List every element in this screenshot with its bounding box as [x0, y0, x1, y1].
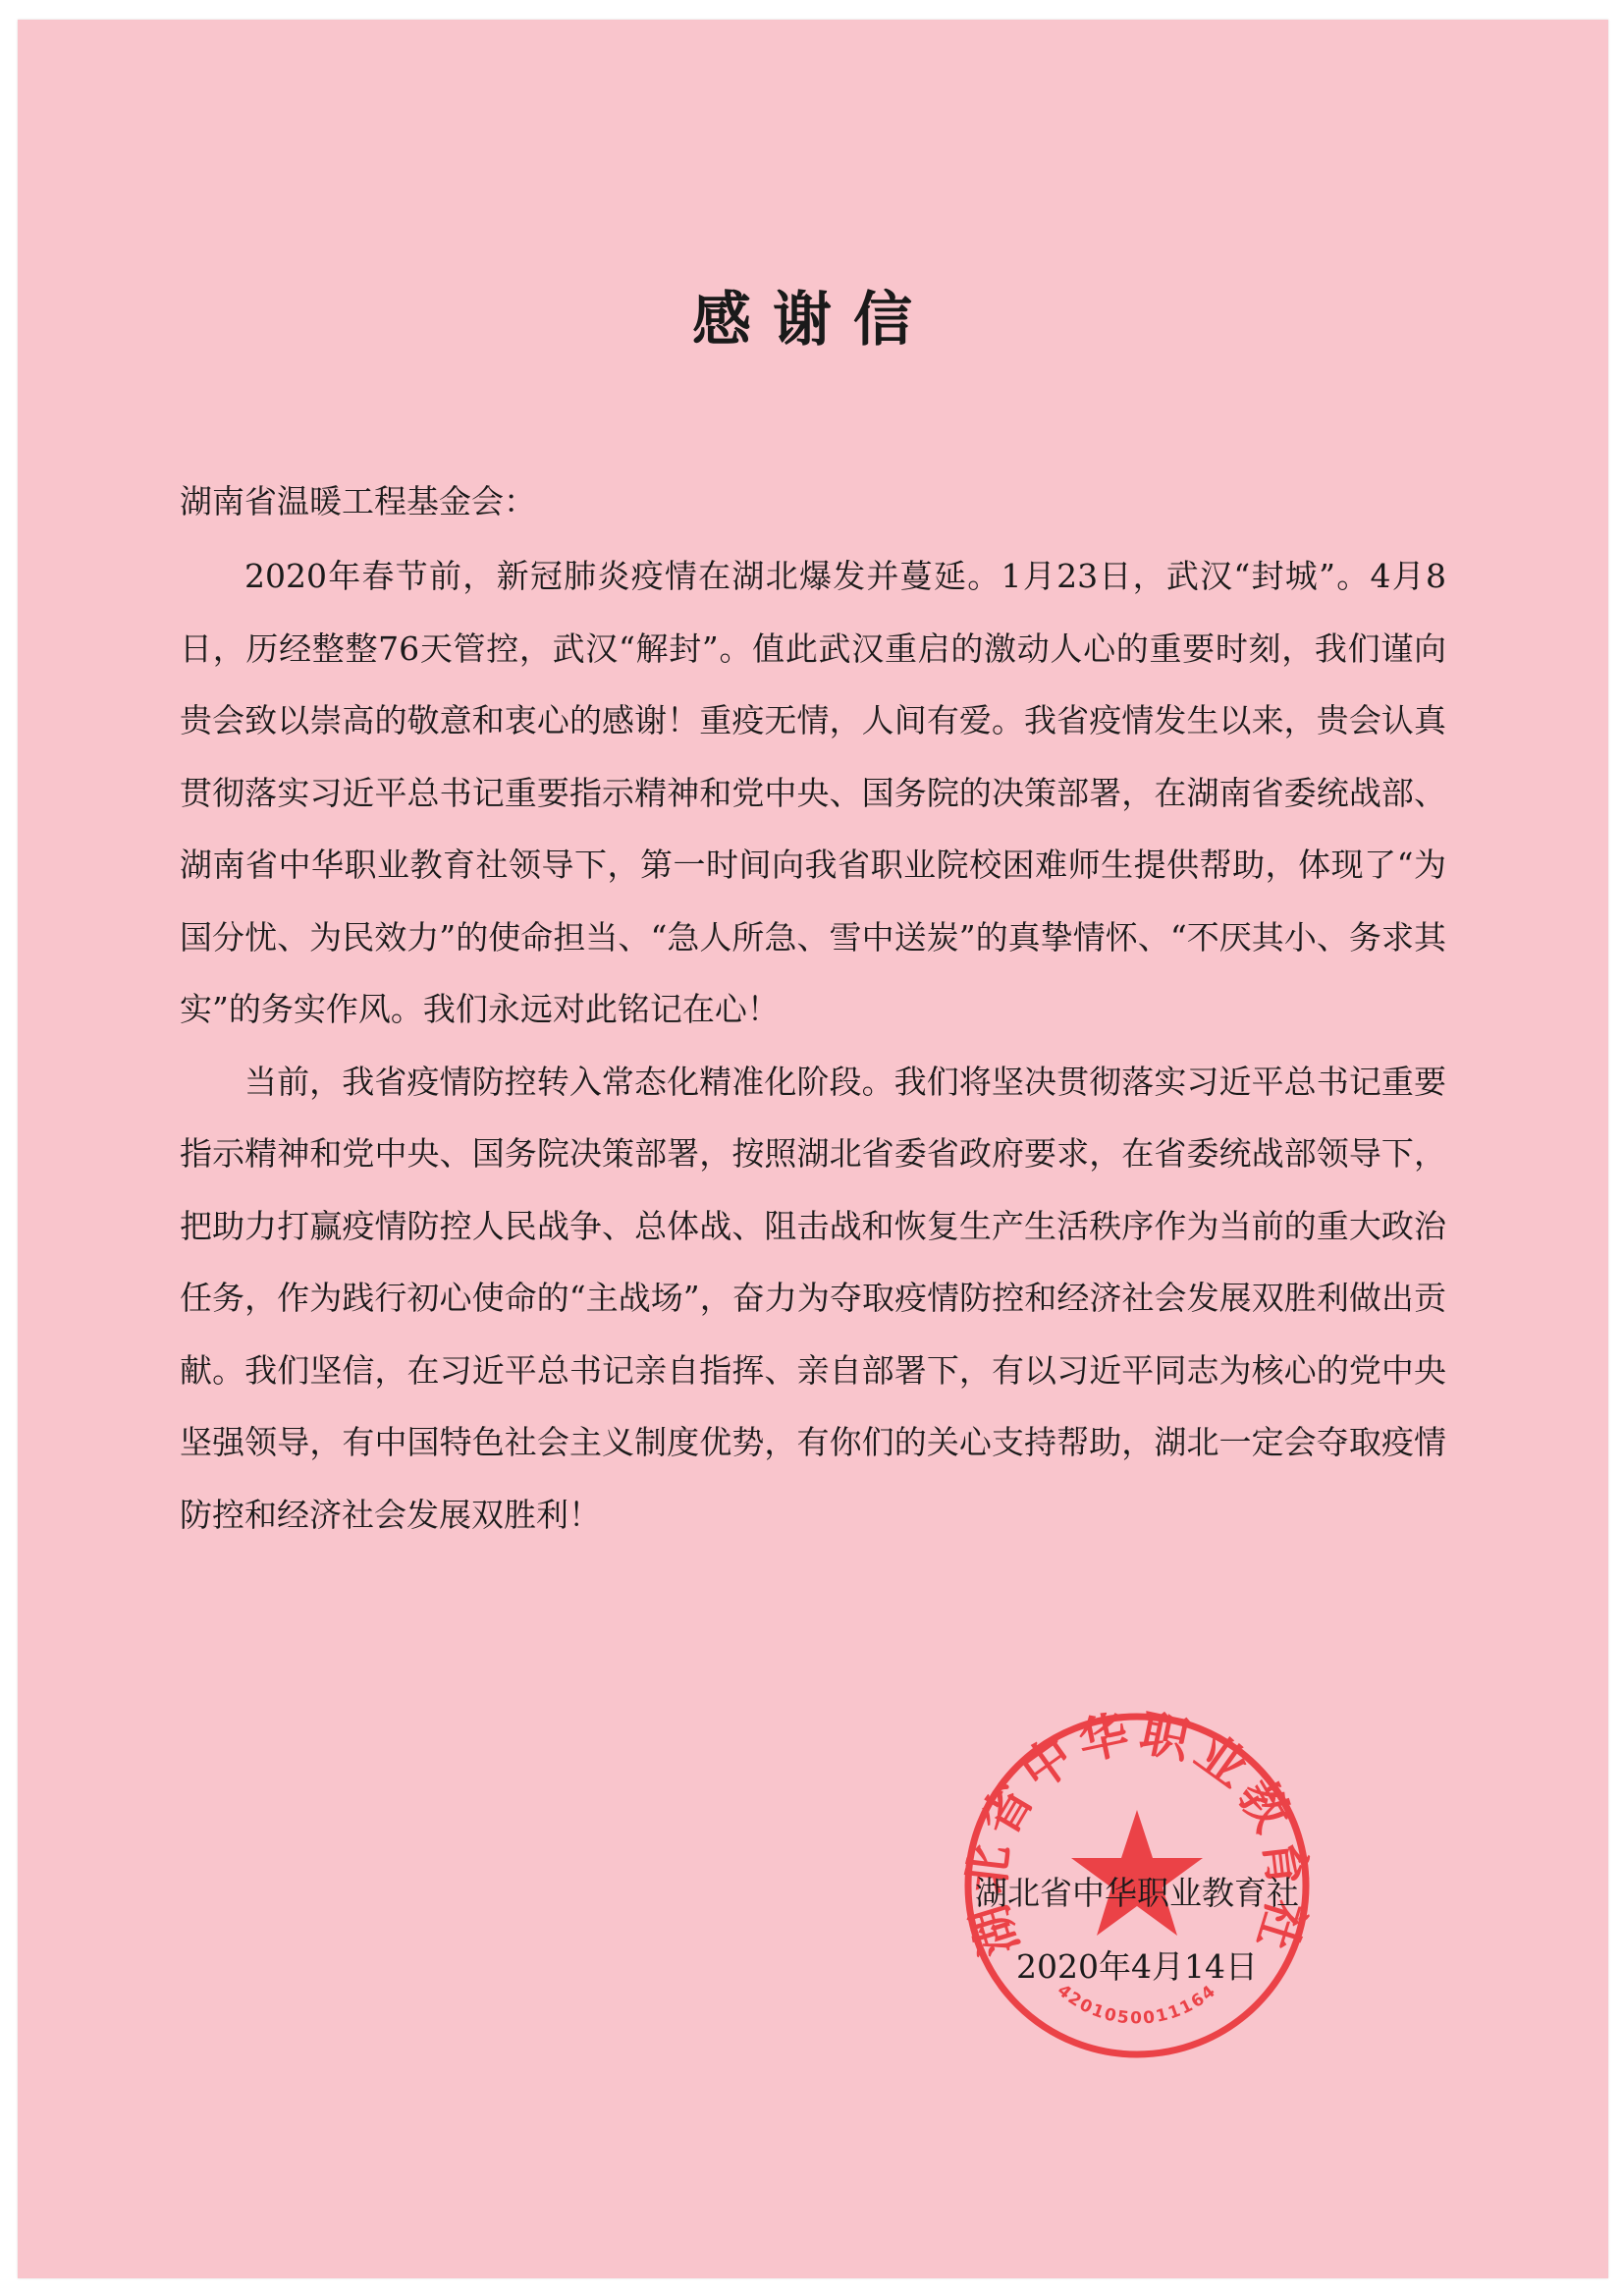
- salutation: 湖南省温暖工程基金会：: [180, 482, 536, 520]
- letter-title: 感谢信: [692, 286, 934, 355]
- seal-number: 4201050011164: [1053, 1980, 1221, 2029]
- seal-text: 湖北省中华职业教育社: [955, 1704, 1319, 1963]
- signature-block: [931, 1856, 1343, 2003]
- paragraph-1: 2020年春节前，新冠肺炎疫情在湖北爆发并蔓延。1月23日，武汉“封城”。4月8日，历经整整76天管控，武汉“解封”。值此武汉重启的激动人心的重要时刻，我们谨向贵会致以崇高的敬意和衷心的感谢！重疫无情，人间有爱。我省疫情发生以来，贵会认真贯彻落实习近平总书记重要指示精神和党中央、国务院的决策部署，在湖南省委统战部、湖南省中华职业教育社领导下，第一时间向我省职业院校困难师生提供帮助，体现了“为国分忧、为民效力”的使命担当、“急人所急、雪中送炭”的真挚情怀、“不厌其小、务求其实”的务实作风。我们永远对此铭记在心！: [180, 557, 1446, 1028]
- letter-body: [180, 540, 1446, 1551]
- letter-page: [18, 20, 1608, 2278]
- paragraph-2: 当前，我省疫情防控转入常态化精准化阶段。我们将坚决贯彻落实习近平总书记重要指示精神和党中央、国务院决策部署，按照湖北省委省政府要求，在省委统战部领导下，把助力打赢疫情防控人民战争、总体战、阻击战和恢复生产生活秩序作为当前的重大政治任务，作为践行初心使命的“主战场”，奋力为夺取疫情防控和经济社会发展双胜利做出贡献。我们坚信，在习近平总书记亲自指挥、亲自部署下，有以习近平同志为核心的党中央坚强领导，有中国特色社会主义制度优势，有你们的关心支持帮助，湖北一定会夺取疫情防控和经济社会发展双胜利！: [180, 1062, 1446, 1534]
- signature-date: 2020年4月14日: [1016, 1947, 1258, 1986]
- signature-org: 湖北省中华职业教育社: [975, 1874, 1299, 1912]
